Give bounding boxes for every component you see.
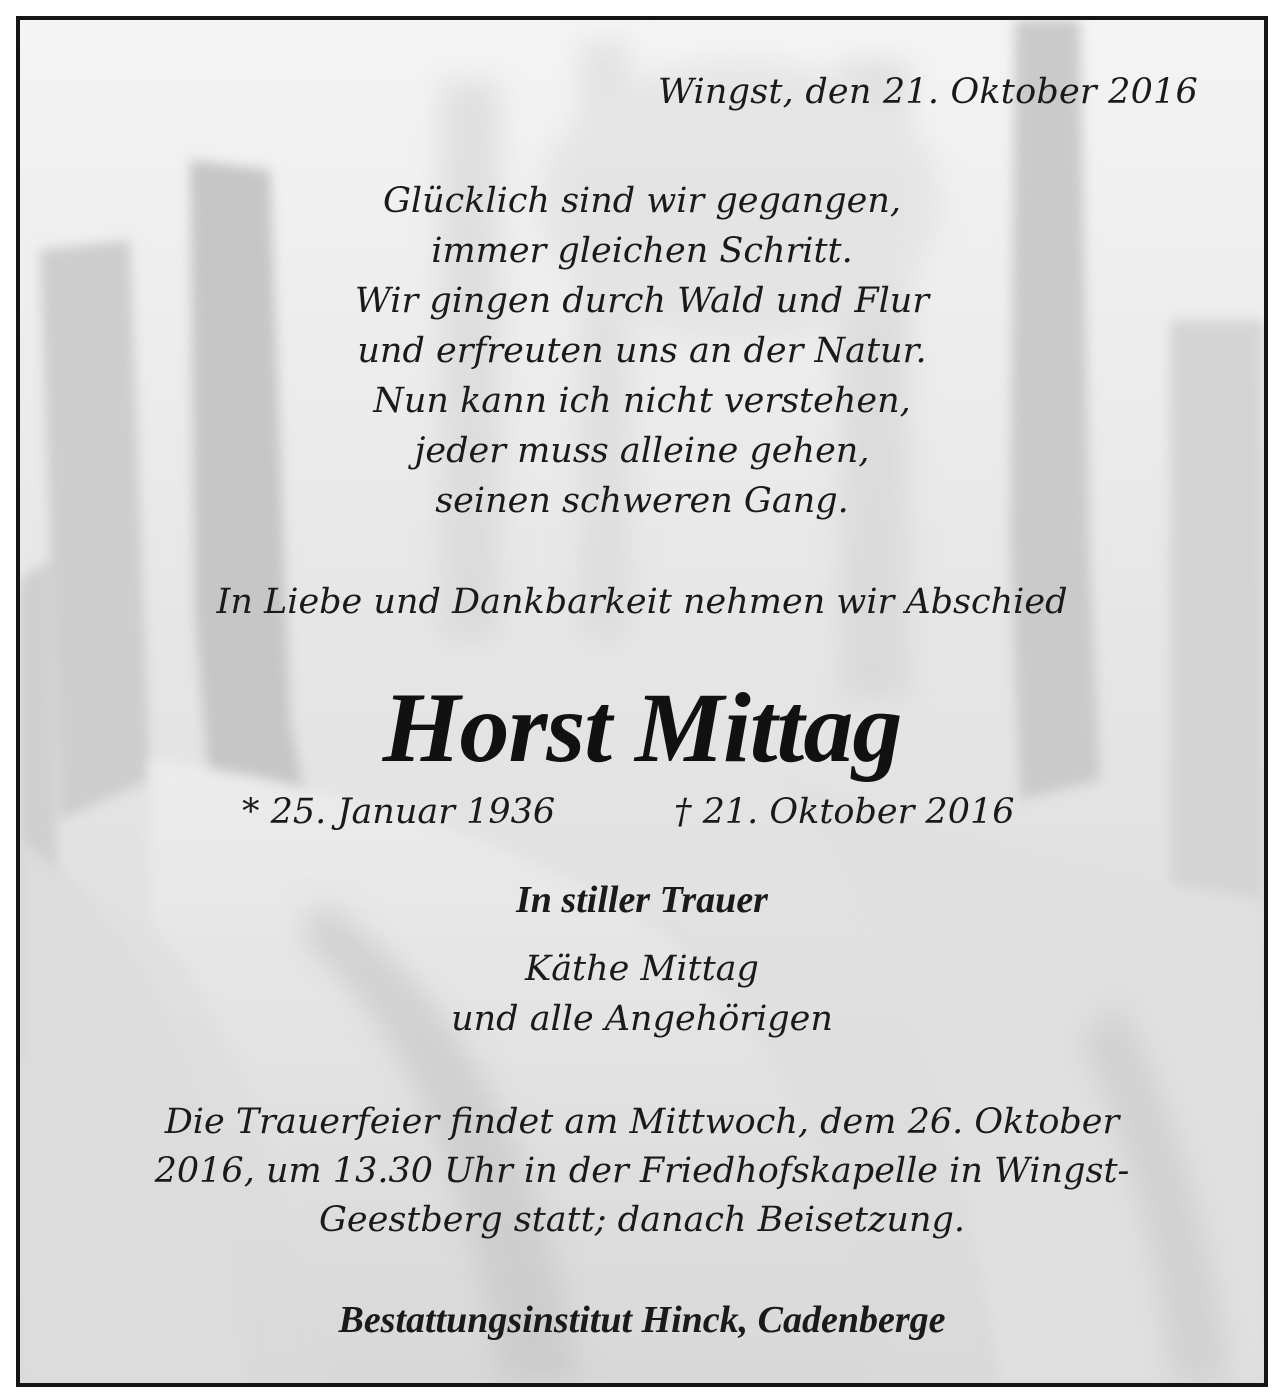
poem-line: immer gleichen Schritt. [431,231,853,271]
notice-content [20,20,1264,1383]
ceremony-line: Geestberg statt; danach Beisetzung. [318,1200,966,1240]
poem-line: und erfreuten uns an der Natur. [357,331,927,371]
place-date: Wingst, den 21. Oktober 2016 [657,72,1198,112]
farewell-line: In Liebe und Dankbarkeit nehmen wir Abschied [216,582,1068,622]
birth-date: * 25. Januar 1936 [242,792,556,832]
poem [20,176,1264,526]
poem-line: Glücklich sind wir gegangen, [382,181,902,221]
poem-line: Wir gingen durch Wald und Flur [354,281,930,321]
ceremony-info [20,1098,1264,1245]
poem-line: Nun kann ich nicht verstehen, [373,381,911,421]
poem-line: seinen schweren Gang. [435,481,849,521]
mourners [20,944,1264,1044]
funeral-home: Bestattungsinstitut Hinck, Cadenberge [338,1299,946,1341]
mourner-line: Käthe Mittag [525,949,759,989]
ceremony-line: 2016, um 13.30 Uhr in der Friedhofskapelle in Wingst- [154,1151,1130,1191]
mourning-heading: In stiller Trauer [516,879,768,921]
obituary-frame [16,16,1268,1387]
death-date: † 21. Oktober 2016 [674,792,1015,832]
mourner-line: und alle Angehörigen [451,999,833,1039]
ceremony-line: Die Trauerfeier findet am Mittwoch, dem 26. Oktober [164,1102,1120,1142]
poem-line: jeder muss alleine gehen, [414,431,870,471]
deceased-name: Horst Mittag [382,672,902,783]
